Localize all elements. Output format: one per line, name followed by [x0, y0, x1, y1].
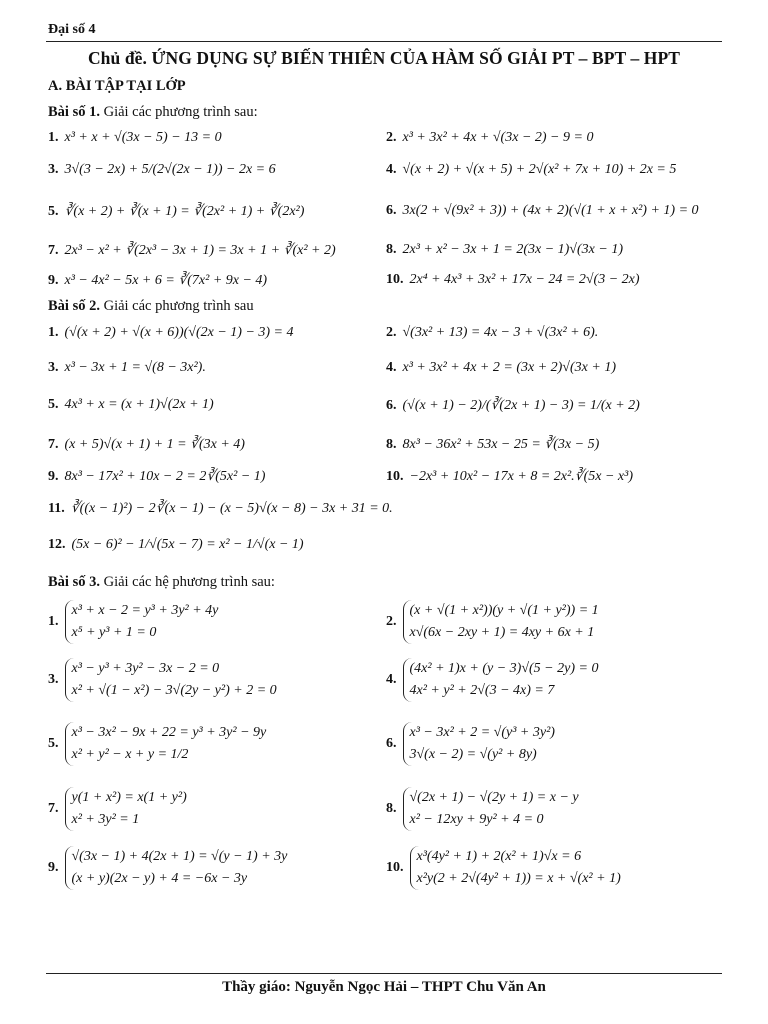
problem-number: 9.	[48, 468, 59, 484]
equation: (√(x + 1) − 2)/(∛(2x + 1) − 3) = 1/(x + 2)	[402, 398, 640, 413]
bai2-problem	[48, 537, 304, 553]
bai3-problem	[48, 600, 218, 644]
bai1-problem	[48, 242, 336, 259]
problem-number: 9.	[48, 272, 59, 288]
problem-number: 4.	[386, 360, 397, 375]
bai-2-text: Giải các phương trình sau	[99, 298, 254, 314]
page-title: Chủ đề. ỨNG DỤNG SỰ BIẾN THIÊN CỦA HÀM SỐ GIẢI PT – BPT – HPT	[87, 48, 681, 68]
equation-system	[65, 600, 219, 644]
bai1-problem	[48, 162, 276, 178]
bai2-problem	[48, 468, 265, 485]
equation-system	[403, 600, 599, 644]
problem-number: 1.	[48, 325, 59, 340]
problem-number: 3.	[48, 360, 59, 375]
problem-number: 8.	[386, 801, 397, 816]
header-rule	[46, 41, 722, 42]
system-equation-line: x²y(2 + 2√(4y² + 1)) = x + √(x² + 1)	[416, 871, 621, 886]
bai2-problem	[386, 397, 640, 414]
equation: (x + 5)√(x + 1) + 1 = ∛(3x + 4)	[64, 437, 245, 452]
problem-number: 1.	[48, 614, 59, 629]
bai1-problem	[48, 272, 267, 289]
bai2-problem	[48, 500, 393, 517]
bai1-problem	[386, 162, 676, 178]
problem-number: 5.	[48, 203, 59, 219]
bai-1-text: Giải các phương trình sau:	[99, 104, 258, 120]
bai-3-label: Bài số 3.	[48, 574, 100, 590]
bai2-problem	[48, 397, 214, 413]
bai3-problem	[48, 787, 187, 831]
problem-number: 4.	[386, 672, 397, 687]
equation: 8x³ − 17x² + 10x − 2 = 2∛(5x² − 1)	[64, 469, 266, 484]
problem-number: 8.	[386, 242, 397, 257]
equation: x³ + x + √(3x − 5) − 13 = 0	[64, 130, 222, 145]
equation-system	[403, 658, 599, 702]
bai-1-heading	[48, 104, 258, 121]
equation: 2x³ + x² − 3x + 1 = 2(3x − 1)√(3x − 1)	[402, 242, 623, 257]
system-equation-line: x³ − 3x² − 9x + 22 = y³ + 3y² − 9y	[71, 725, 267, 740]
problem-number: 3.	[48, 162, 59, 177]
bai-1-label: Bài số 1.	[48, 104, 100, 120]
problem-number: 2.	[386, 614, 397, 629]
system-equation-line: y(1 + x²) = x(1 + y²)	[71, 790, 187, 805]
equation: (√(x + 2) + √(x + 6))(√(2x − 1) − 3) = 4	[64, 325, 294, 340]
bai1-problem	[386, 242, 623, 258]
equation: √(x + 2) + √(x + 5) + 2√(x² + 7x + 10) + 2x = 5	[402, 162, 677, 177]
problem-number: 11.	[48, 500, 65, 516]
bai2-problem	[386, 468, 633, 485]
bai2-problem	[48, 325, 294, 341]
problem-number: 6.	[386, 397, 397, 413]
bai2-problem	[48, 436, 245, 453]
system-equation-line: x³ − y³ + 3y² − 3x − 2 = 0	[71, 661, 220, 676]
problem-number: 12.	[48, 537, 66, 552]
equation: 3√(3 − 2x) + 5/(2√(2x − 1)) − 2x = 6	[64, 162, 276, 177]
equation: x³ − 4x² − 5x + 6 = ∛(7x² + 9x − 4)	[64, 273, 268, 288]
equation: x³ + 3x² + 4x + 2 = (3x + 2)√(3x + 1)	[402, 360, 616, 375]
footer-rule	[46, 973, 722, 974]
system-equation-line: x⁵ + y³ + 1 = 0	[71, 625, 157, 640]
equation: x³ + 3x² + 4x + √(3x − 2) − 9 = 0	[402, 130, 594, 145]
equation: 4x³ + x = (x + 1)√(2x + 1)	[64, 397, 214, 412]
equation: −2x³ + 10x² − 17x + 8 = 2x².∛(5x − x³)	[409, 469, 634, 484]
system-equation-line: x² + √(1 − x²) − 3√(2y − y²) + 2 = 0	[71, 683, 277, 698]
equation: ∛((x − 1)²) − 2∛(x − 1) − (x − 5)√(x − 8) − 3x + 31 = 0.	[70, 501, 393, 516]
section-a-heading: A. BÀI TẬP TẠI LỚP	[48, 78, 186, 94]
bai3-problem	[386, 846, 621, 890]
bai1-problem	[48, 130, 222, 146]
bai2-problem	[386, 360, 616, 376]
equation-system	[65, 846, 288, 890]
bai-2-label: Bài số 2.	[48, 298, 100, 314]
equation: (5x − 6)² − 1/√(5x − 7) = x² − 1/√(x − 1)	[71, 537, 304, 552]
equation: x³ − 3x + 1 = √(8 − 3x²).	[64, 360, 206, 375]
problem-number: 1.	[48, 130, 59, 145]
system-equation-line: x³(4y² + 1) + 2(x² + 1)√x = 6	[416, 849, 582, 864]
problem-number: 2.	[386, 130, 397, 145]
bai1-problem	[386, 130, 593, 146]
equation: 3x(2 + √(9x² + 3)) + (4x + 2)(√(1 + x + x²) + 1) = 0	[402, 203, 699, 218]
system-equation-line: √(3x − 1) + 4(2x + 1) = √(y − 1) + 3y	[71, 849, 288, 864]
bai3-problem	[386, 600, 599, 644]
system-equation-line: (x + y)(2x − y) + 4 = −6x − 3y	[71, 871, 248, 886]
system-equation-line: x√(6x − 2xy + 1) = 4xy + 6x + 1	[409, 625, 595, 640]
equation: 8x³ − 36x² + 53x − 25 = ∛(3x − 5)	[402, 437, 600, 452]
problem-number: 7.	[48, 436, 59, 452]
equation: 2x³ − x² + ∛(2x³ − 3x + 1) = 3x + 1 + ∛(x² + 2)	[64, 243, 336, 258]
bai3-problem	[48, 722, 266, 766]
system-equation-line: x² + 3y² = 1	[71, 812, 140, 827]
bai3-problem	[386, 787, 579, 831]
system-equation-line: x² − 12xy + 9y² + 4 = 0	[409, 812, 544, 827]
bai3-problem	[48, 658, 277, 702]
problem-number: 5.	[48, 736, 59, 751]
bai2-problem	[48, 360, 206, 376]
footer-text: Thầy giáo: Nguyễn Ngọc Hải – THPT Chu Văn An	[222, 979, 546, 995]
bai2-problem	[386, 436, 599, 453]
problem-number: 10.	[386, 860, 404, 875]
system-equation-line: 3√(x − 2) = √(y² + 8y)	[409, 747, 537, 762]
problem-number: 2.	[386, 325, 397, 340]
bai-2-heading	[48, 298, 254, 315]
equation: 2x⁴ + 4x³ + 3x² + 17x − 24 = 2√(3 − 2x)	[409, 272, 640, 287]
problem-number: 10.	[386, 468, 404, 484]
bai1-problem	[386, 203, 699, 219]
problem-number: 7.	[48, 801, 59, 816]
problem-number: 7.	[48, 242, 59, 258]
bai3-problem	[386, 722, 555, 766]
system-equation-line: x³ + x − 2 = y³ + 3y² + 4y	[71, 603, 219, 618]
document-header-label: Đại số 4	[48, 22, 96, 37]
bai-3-text: Giải các hệ phương trình sau:	[99, 574, 275, 590]
equation-system	[65, 658, 277, 702]
equation: √(3x² + 13) = 4x − 3 + √(3x² + 6).	[402, 325, 599, 340]
problem-number: 9.	[48, 860, 59, 875]
problem-number: 5.	[48, 397, 59, 412]
problem-number: 8.	[386, 436, 397, 452]
system-equation-line: √(2x + 1) − √(2y + 1) = x − y	[409, 790, 579, 805]
bai3-problem	[48, 846, 287, 890]
system-equation-line: 4x² + y² + 2√(3 − 4x) = 7	[409, 683, 555, 698]
system-equation-line: x² + y² − x + y = 1/2	[71, 747, 189, 762]
equation-system	[65, 787, 187, 831]
bai1-problem	[48, 203, 304, 220]
equation-system	[403, 787, 579, 831]
system-equation-line: x³ − 3x² + 2 = √(y³ + 3y²)	[409, 725, 555, 740]
equation-system	[410, 846, 621, 890]
bai1-problem	[386, 272, 640, 288]
equation: ∛(x + 2) + ∛(x + 1) = ∛(2x² + 1) + ∛(2x²)	[64, 204, 305, 219]
problem-number: 10.	[386, 272, 404, 287]
problem-number: 4.	[386, 162, 397, 177]
problem-number: 6.	[386, 736, 397, 751]
system-equation-line: (4x² + 1)x + (y − 3)√(5 − 2y) = 0	[409, 661, 599, 676]
bai-3-heading	[48, 574, 275, 591]
equation-system	[403, 722, 555, 766]
problem-number: 3.	[48, 672, 59, 687]
bai3-problem	[386, 658, 598, 702]
problem-number: 6.	[386, 203, 397, 218]
equation-system	[65, 722, 267, 766]
system-equation-line: (x + √(1 + x²))(y + √(1 + y²)) = 1	[409, 603, 599, 618]
bai2-problem	[386, 325, 598, 341]
